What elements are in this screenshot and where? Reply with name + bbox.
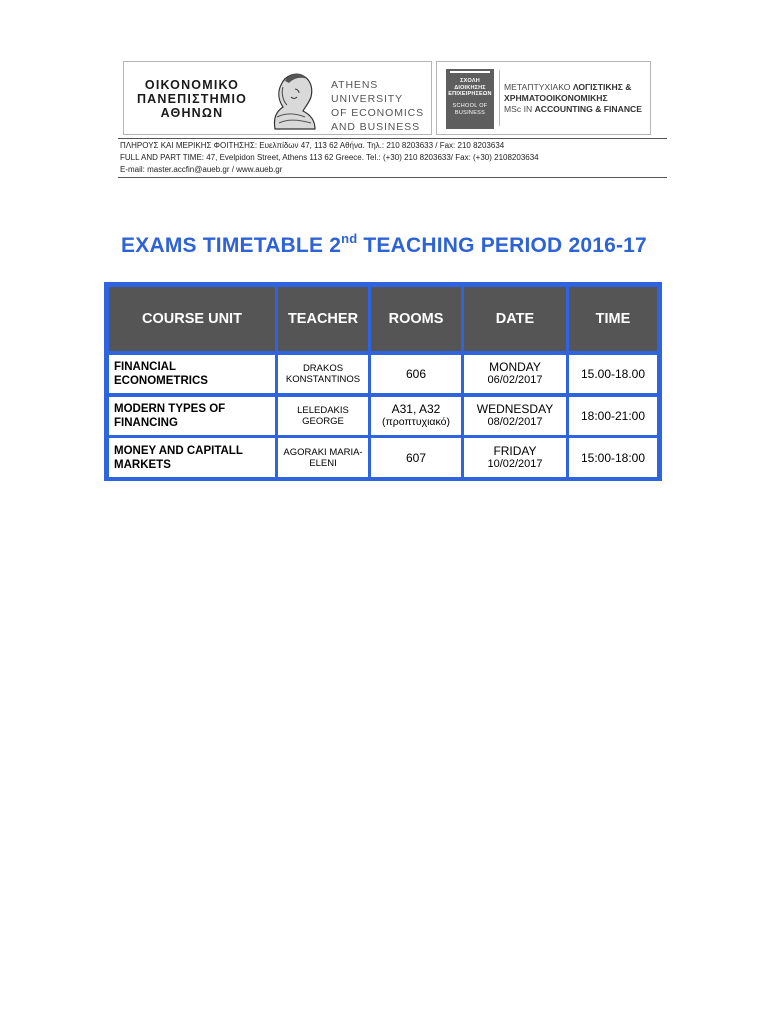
school-english-name <box>446 103 494 116</box>
table-row-room: 606 <box>371 355 461 393</box>
course-line: ECONOMETRICS <box>114 375 208 387</box>
english-name-line: OF ECONOMICS <box>331 107 425 119</box>
table-row-teacher <box>278 438 368 477</box>
school-of-business-badge <box>446 69 494 129</box>
course-line: MODERN TYPES OF <box>114 403 226 415</box>
room-value: A31, A32 <box>391 402 441 416</box>
teacher-line: AGORAKI MARIA- <box>283 446 363 458</box>
greek-name-line: ΟΙΚΟΝΟΜΙΚΟ <box>144 78 240 92</box>
table-row-teacher <box>278 355 368 393</box>
school-greek-line: ΣΧΟΛΗ <box>460 78 480 84</box>
table-row-date <box>464 355 566 393</box>
table-row-course <box>109 355 275 393</box>
logo-divider <box>499 70 500 126</box>
program-line-1-bold: ΛΟΓΙΣΤΙΚΗΣ & <box>572 82 632 92</box>
exams-timetable <box>104 282 662 481</box>
title-superscript: nd <box>341 231 358 246</box>
table-row-room <box>371 397 461 435</box>
contact-email-web: E-mail: master.accfin@aueb.gr / www.aueb.gr <box>120 165 283 174</box>
teacher-line: GEORGE <box>302 416 344 427</box>
table-row-teacher <box>278 397 368 435</box>
exam-date: 08/02/2017 <box>487 416 543 428</box>
exam-date: 06/02/2017 <box>487 374 543 386</box>
school-greek-line: ΔΙΟΙΚΗΣΗΣ <box>454 84 486 91</box>
table-row-room: 607 <box>371 438 461 477</box>
exam-day: WEDNESDAY <box>476 402 554 416</box>
table-row-course <box>109 397 275 435</box>
badge-mark <box>450 71 490 73</box>
contact-greek-address: ΠΛΗΡΟΥΣ ΚΑΙ ΜΕΡΙΚΗΣ ΦΟΙΤΗΣΗΣ: Ευελπίδων 47, 113 62 Αθήνα. Τηλ.: 210 8203633 / Fax: 210 8203634 <box>120 141 505 150</box>
program-line-1: ΜΕΤΑΠΤΥΧΙΑΚΟ <box>504 82 573 92</box>
column-header-time: TIME <box>569 287 657 351</box>
title-suffix: TEACHING PERIOD 2016-17 <box>357 234 647 257</box>
school-greek-name <box>446 78 494 98</box>
school-english-line: BUSINESS <box>454 109 486 116</box>
english-name-line: ATHENS UNIVERSITY <box>331 79 404 105</box>
program-line-2-bold: ΧΡΗΜΑΤΟΟΙΚΟΝΟΜΙΚΗΣ <box>504 93 608 103</box>
english-name-line: AND BUSINESS <box>331 121 420 133</box>
program-line-3: MSc IN <box>504 104 535 114</box>
exam-day: MONDAY <box>489 360 541 374</box>
column-header-teacher: TEACHER <box>278 287 368 351</box>
table-row-time: 15:00-18:00 <box>569 438 657 477</box>
teacher-line: ELENI <box>309 457 337 469</box>
university-greek-name <box>132 78 252 120</box>
university-english-name <box>331 78 431 134</box>
table-row-time: 18:00-21:00 <box>569 397 657 435</box>
greek-name-line: ΠΑΝΕΠΙΣΤΗΜΙΟ <box>136 92 248 106</box>
course-line: FINANCIAL <box>114 361 176 373</box>
program-line-3-bold: ACCOUNTING & FINANCE <box>534 104 642 114</box>
table-row-date <box>464 438 566 477</box>
school-program-logo <box>436 61 651 135</box>
greek-name-line: ΑΘΗΝΩΝ <box>160 106 224 120</box>
table-row-date <box>464 397 566 435</box>
exam-date: 10/02/2017 <box>487 457 543 470</box>
school-greek-line: ΕΠΙΧΕΙΡΗΣΕΩΝ <box>448 91 492 97</box>
column-header-course-unit: COURSE UNIT <box>109 287 275 351</box>
exam-day: FRIDAY <box>493 443 537 458</box>
teacher-line: DRAKOS <box>302 363 344 374</box>
table-row-course <box>109 438 275 477</box>
table-row-time: 15.00-18.00 <box>569 355 657 393</box>
room-note: (προπτυχιακό) <box>382 416 450 428</box>
column-header-date: DATE <box>464 287 566 351</box>
page-title <box>0 231 768 258</box>
aueb-logo <box>123 61 432 135</box>
course-line: MARKETS <box>114 458 171 471</box>
contact-english-address: FULL AND PART TIME: 47, Evelpidon Street, Athens 113 62 Greece. Tel.: (+30) 210 8203633/ Fax: (+30) 2108203634 <box>120 153 539 162</box>
program-name <box>504 82 642 115</box>
athena-bust-icon <box>255 67 327 131</box>
course-line: MONEY AND CAPITALL <box>114 444 243 457</box>
title-prefix: EXAMS TIMETABLE 2 <box>121 234 342 257</box>
teacher-line: KONSTANTINOS <box>285 374 361 385</box>
header-rule-bottom <box>118 177 667 178</box>
teacher-line: LELEDAKIS <box>297 405 349 416</box>
header-rule-top <box>118 138 667 139</box>
course-line: FINANCING <box>114 417 178 429</box>
school-english-line: SCHOOL OF <box>452 103 488 109</box>
column-header-rooms: ROOMS <box>371 287 461 351</box>
